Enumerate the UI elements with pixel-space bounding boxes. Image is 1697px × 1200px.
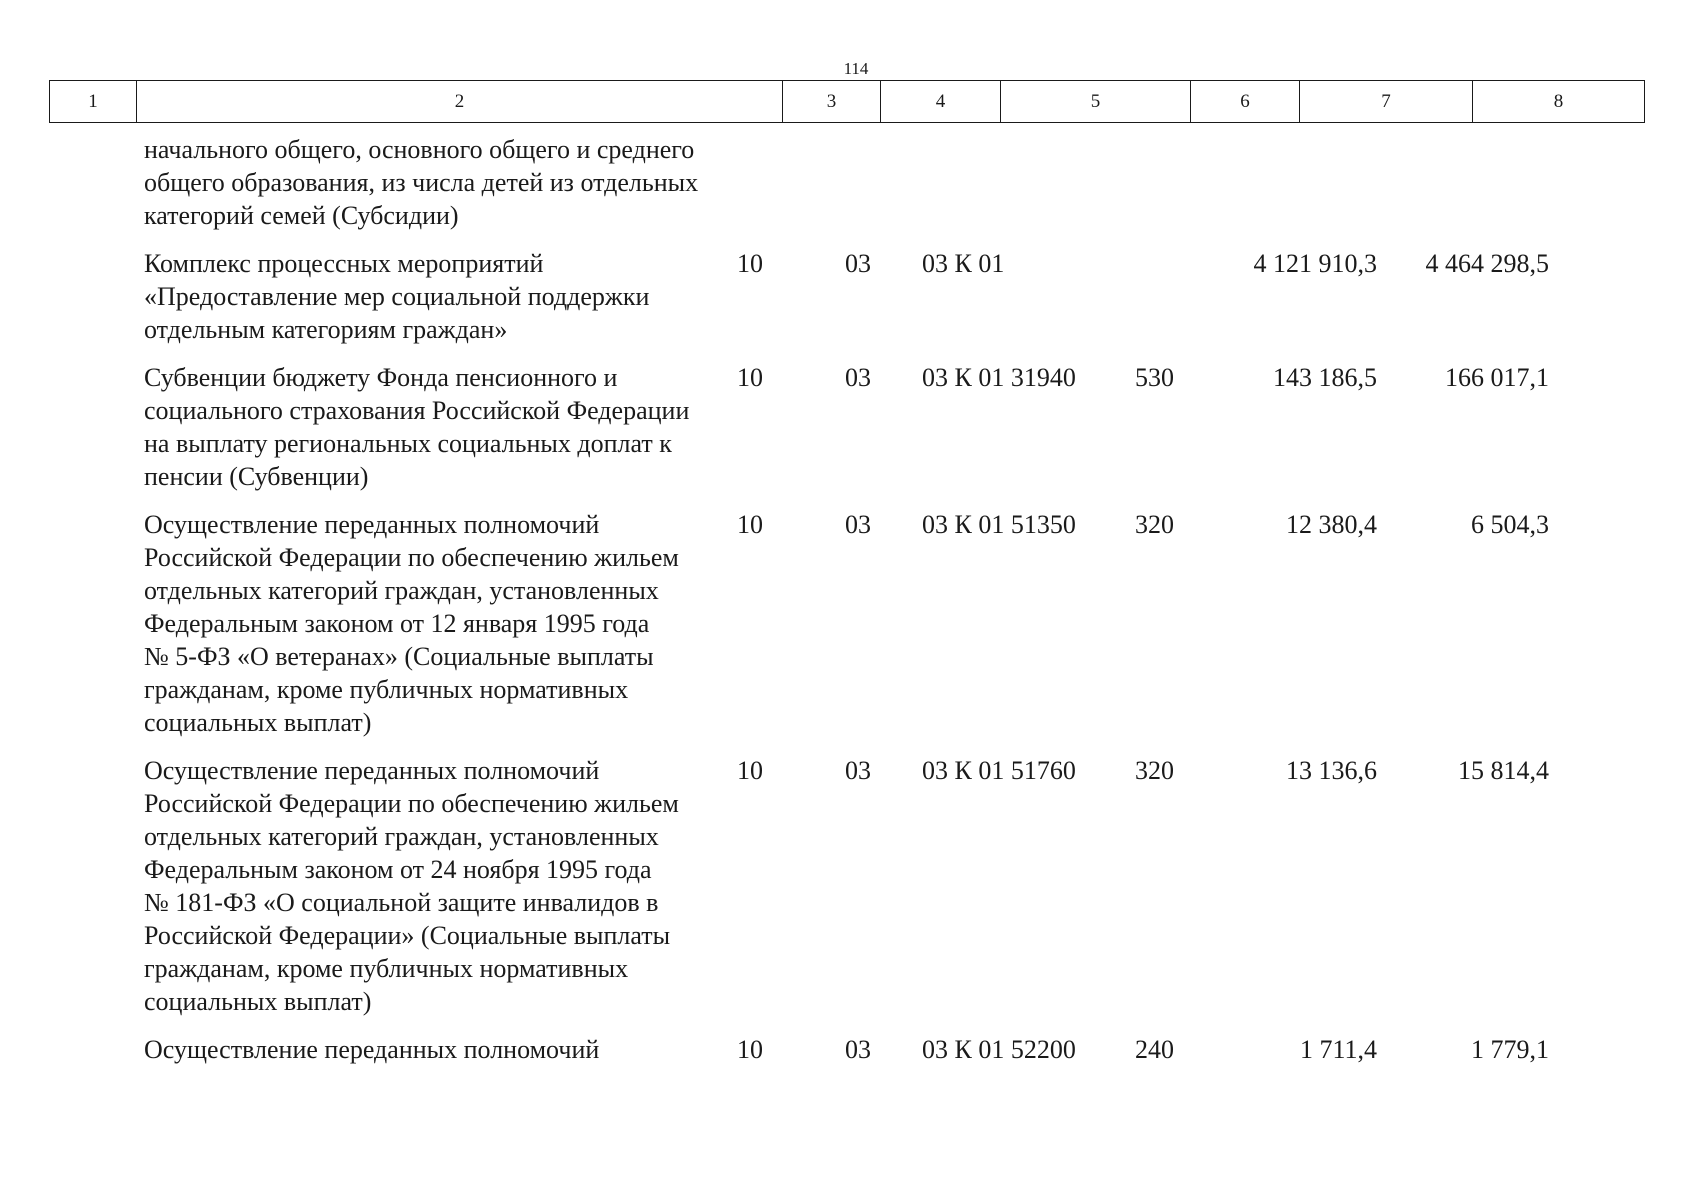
text-line: № 5-ФЗ «О ветеранах» (Социальные выплаты [144, 642, 654, 671]
continuation-text [49, 133, 699, 232]
table-row [49, 754, 1643, 1018]
text-line: начального общего, основного общего и среднего [144, 135, 695, 164]
row-name [49, 361, 695, 493]
text-line: Осуществление переданных полномочий [144, 756, 600, 785]
subsection-code: 03 [845, 1035, 871, 1064]
text-line: Российской Федерации по обеспечению жильем [144, 789, 679, 818]
table-body [49, 133, 1643, 1066]
amount-col-8: 4 464 298,5 [1425, 249, 1549, 278]
text-line: Осуществление переданных полномочий [144, 510, 600, 539]
row-name [49, 508, 695, 739]
expense-type-code: 240 [1135, 1035, 1174, 1064]
section-code: 10 [737, 363, 763, 392]
target-article-code: 03 К 01 52200 [922, 1035, 1076, 1064]
text-line: общего образования, из числа детей из отдельных [144, 168, 699, 197]
continuation-row [49, 133, 1643, 232]
column-header-table [49, 80, 1645, 123]
text-line: гражданам, кроме публичных нормативных [144, 954, 629, 983]
column-number-5: 5 [1001, 81, 1191, 123]
text-line: отдельных категорий граждан, установленных [144, 576, 659, 605]
column-number-7: 7 [1300, 81, 1473, 123]
text-line: Российской Федерации по обеспечению жильем [144, 543, 679, 572]
text-line: Осуществление переданных полномочий [144, 1035, 600, 1064]
amount-col-8: 166 017,1 [1445, 363, 1549, 392]
text-line: «Предоставление мер социальной поддержки [144, 282, 650, 311]
column-number-3: 3 [783, 81, 881, 123]
row-name [49, 1033, 695, 1066]
text-line: отдельным категориям граждан» [144, 315, 508, 344]
text-line: социального страхования Российской Федерации [144, 396, 690, 425]
text-line: Российской Федерации» (Социальные выплаты [144, 921, 671, 950]
table-row [49, 508, 1643, 739]
text-line: на выплату региональных социальных доплат к [144, 429, 672, 458]
section-code: 10 [737, 510, 763, 539]
row-name [49, 754, 695, 1018]
text-line: Федеральным законом от 24 ноября 1995 года [144, 855, 652, 884]
section-code: 10 [737, 756, 763, 785]
amount-col-7: 143 186,5 [1273, 363, 1377, 392]
amount-col-7: 12 380,4 [1286, 510, 1377, 539]
column-number-6: 6 [1191, 81, 1300, 123]
column-number-1: 1 [50, 81, 137, 123]
subsection-code: 03 [845, 363, 871, 392]
target-article-code: 03 К 01 [922, 249, 1005, 278]
column-number-4: 4 [881, 81, 1001, 123]
text-line: Комплекс процессных мероприятий [144, 249, 544, 278]
amount-col-7: 4 121 910,3 [1253, 249, 1377, 278]
text-line: социальных выплат) [144, 708, 372, 737]
expense-type-code: 320 [1135, 756, 1174, 785]
text-line: пенсии (Субвенции) [144, 462, 369, 491]
amount-col-7: 13 136,6 [1286, 756, 1377, 785]
table-row [49, 361, 1643, 493]
table-row [49, 1033, 1643, 1066]
text-line: Федеральным законом от 12 января 1995 года [144, 609, 650, 638]
row-name [49, 247, 695, 346]
expense-type-code: 530 [1135, 363, 1174, 392]
target-article-code: 03 К 01 51760 [922, 756, 1076, 785]
text-line: социальных выплат) [144, 987, 372, 1016]
target-article-code: 03 К 01 31940 [922, 363, 1076, 392]
amount-col-8: 6 504,3 [1471, 510, 1549, 539]
column-number-2: 2 [137, 81, 783, 123]
page-number: 114 [843, 59, 869, 78]
column-number-row [50, 81, 1645, 123]
text-line: гражданам, кроме публичных нормативных [144, 675, 629, 704]
amount-col-7: 1 711,4 [1299, 1035, 1377, 1064]
text-line: Субвенции бюджету Фонда пенсионного и [144, 363, 618, 392]
subsection-code: 03 [845, 510, 871, 539]
text-line: № 181-ФЗ «О социальной защите инвалидов в [144, 888, 659, 917]
section-code: 10 [737, 249, 763, 278]
amount-col-8: 15 814,4 [1458, 756, 1549, 785]
table-row [49, 247, 1643, 346]
amount-col-8: 1 779,1 [1471, 1035, 1549, 1064]
section-code: 10 [737, 1035, 763, 1064]
subsection-code: 03 [845, 756, 871, 785]
text-line: отдельных категорий граждан, установленных [144, 822, 659, 851]
subsection-code: 03 [845, 249, 871, 278]
expense-type-code: 320 [1135, 510, 1174, 539]
target-article-code: 03 К 01 51350 [922, 510, 1076, 539]
column-number-8: 8 [1473, 81, 1645, 123]
text-line: категорий семей (Субсидии) [144, 201, 459, 230]
